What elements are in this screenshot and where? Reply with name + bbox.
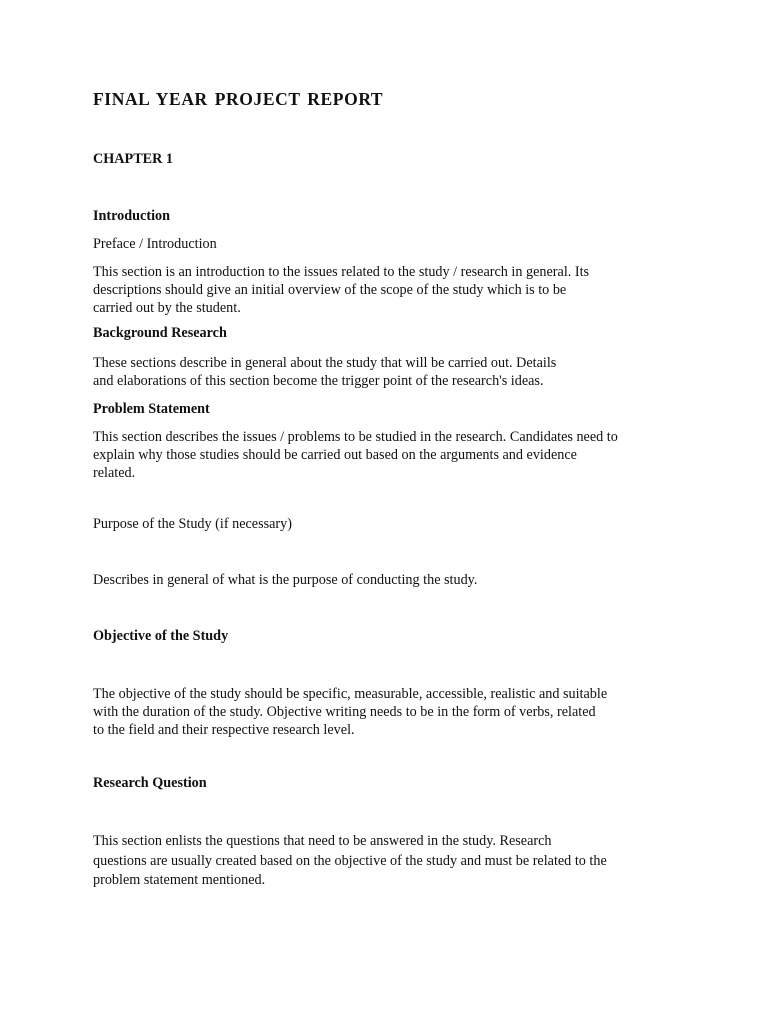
question-paragraph [93,832,607,891]
paragraph-line: and elaborations of this section become the trigger point of the research's ideas. [93,373,544,389]
paragraph-line: This section describes the issues / problems to be studied in the research. Candidates need to [93,429,618,445]
question-heading: Research Question [93,775,207,791]
paragraph-line: These sections describe in general about the study that will be carried out. Details [93,355,557,371]
objective-heading: Objective of the Study [93,628,229,644]
objective-paragraph [93,685,607,739]
introduction-paragraph [93,263,589,317]
paragraph-line: to the field and their respective research level. [93,722,355,738]
paragraph-line: with the duration of the study. Objective writing needs to be in the form of verbs, related [93,704,596,720]
paragraph-line: Describes in general of what is the purpose of conducting the study. [93,572,478,588]
paragraph-line: questions are usually created based on the objective of the study and must be related to the [93,852,607,869]
background-heading: Background Research [93,325,227,341]
purpose-heading: Purpose of the Study (if necessary) [93,516,292,532]
paragraph-line: This section enlists the questions that need to be answered in the study. Research [93,833,552,849]
purpose-paragraph [93,571,477,589]
paragraph-line: This section is an introduction to the issues related to the study / research in general. Its [93,264,590,280]
problem-heading: Problem Statement [93,401,210,417]
problem-paragraph [93,428,618,482]
document-title: FINAL YEAR PROJECT REPORT [93,89,384,109]
introduction-heading: Introduction [93,208,170,224]
paragraph-line: explain why those studies should be carried out based on the arguments and evidence [93,447,577,463]
chapter-heading: CHAPTER 1 [93,151,174,167]
paragraph-line: related. [93,465,136,481]
paragraph-line: carried out by the student. [93,300,241,316]
background-paragraph [93,354,556,390]
introduction-subheading: Preface / Introduction [93,236,217,252]
paragraph-line: descriptions should give an initial overview of the scope of the study which is to be [93,282,567,298]
paragraph-line: The objective of the study should be specific, measurable, accessible, realistic and suitable [93,686,608,702]
paragraph-line: problem statement mentioned. [93,872,266,888]
